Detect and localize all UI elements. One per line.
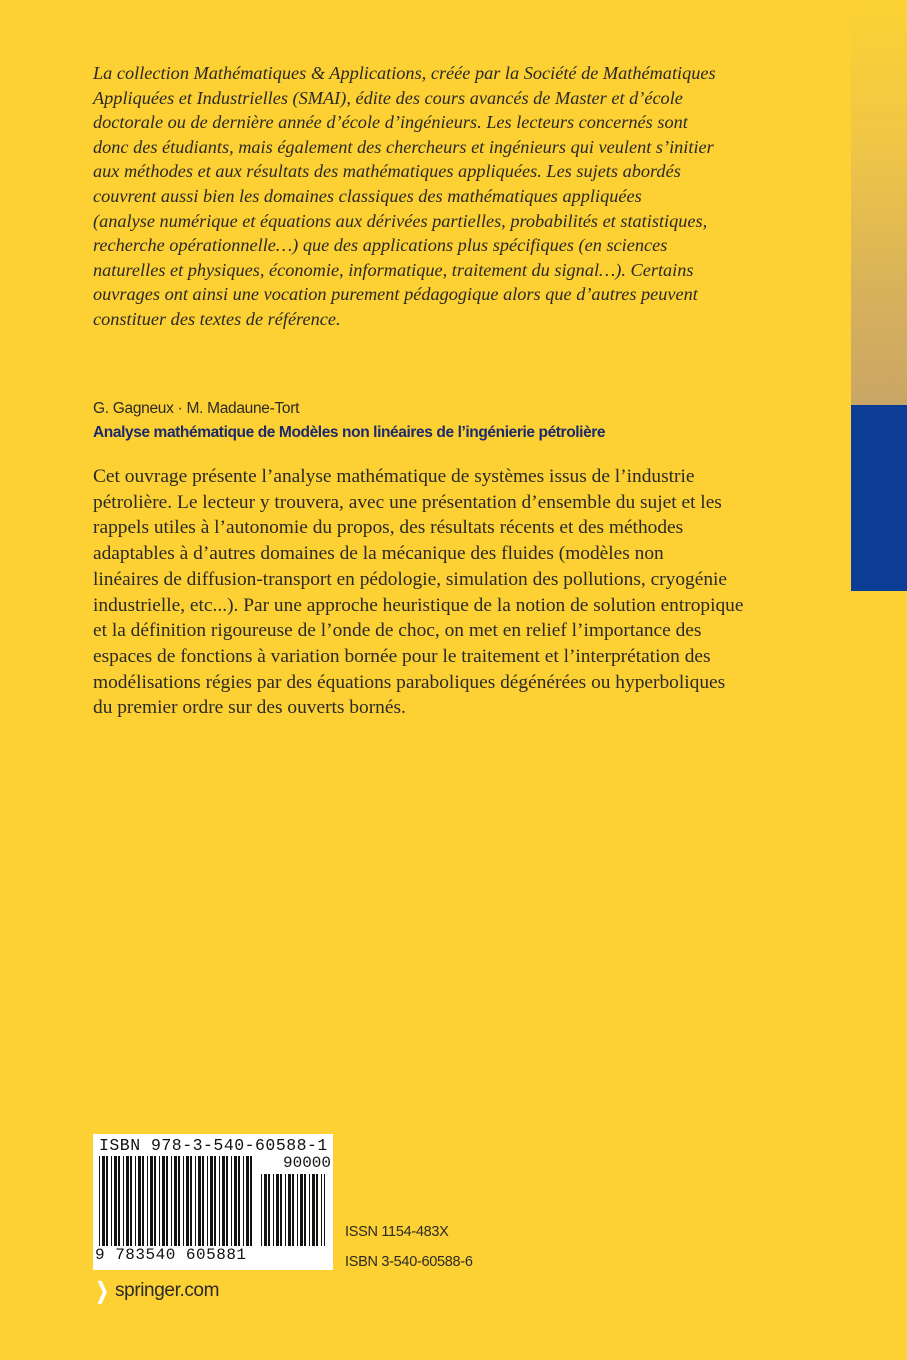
- book-title: Analyse mathématique de Modèles non linéaires de l’ingénierie pétrolière: [93, 424, 606, 441]
- publisher-link[interactable]: [93, 1278, 219, 1304]
- barcode-addon-bars: [261, 1174, 325, 1246]
- issn: ISSN 1154-483X: [345, 1224, 449, 1240]
- barcode: [93, 1134, 333, 1270]
- spine-tan-band: [851, 0, 907, 405]
- barcode-digits: 9 783540 605881: [95, 1246, 247, 1264]
- spine-blue-band: [851, 405, 907, 591]
- barcode-isbn-label: ISBN 978-3-540-60588-1: [99, 1136, 328, 1155]
- publisher-url: springer.com: [115, 1280, 220, 1301]
- barcode-price-code: 90000: [283, 1154, 332, 1172]
- series-description: La collection Mathématiques & Applications, créée par la Société de Mathématiques Appliquées et Industrielles (SMAI), édite des cours avancés de Master et d’école doctorale ou de dernière année d’école d’ingénieurs. Les lecteurs concernés sont donc des étudiants, mais également des chercheurs et ingénieurs qui veulent s’initier aux méthodes et aux résultats des mathématiques appliquées. Les sujets abordés couvrent aussi bien les domaines classiques des mathématiques appliquées (analyse numérique et équations aux dérivées partielles, probabilités et statistiques, recherche opérationnelle…) que des applications plus spécifiques (en sciences naturelles et physiques, économie, informatique, traitement du signal…). Certains ouvrages ont ainsi une vocation purement pédagogique alors que d’autres peuvent constituer des textes de référence.: [93, 63, 716, 329]
- book-description: Cet ouvrage présente l’analyse mathématique de systèmes issus de l’industrie pétrolière. Le lecteur y trouvera, avec une présentation d’ensemble du sujet et les rappels utiles à l’autonomie du propos, des résultats récents et des méthodes adaptables à d’autres domaines de la mécanique des fluides (modèles non linéaires de diffusion-transport en pédologie, simulation des pollutions, cryogénie industrielle, etc...). Par une approche heuristique de la notion de solution entropique et la définition rigoureuse de l’onde de choc, on met en relief l’importance des espaces de fonctions à variation bornée pour le traitement et l’interprétation des modélisations régies par des équations paraboliques dégénérées ou hyperboliques du premier ordre sur des ouverts bornés.: [93, 466, 744, 719]
- barcode-bars: [99, 1156, 255, 1246]
- chevron-right-icon: ❯: [95, 1278, 109, 1303]
- isbn: ISBN 3-540-60588-6: [345, 1254, 473, 1270]
- authors: G. Gagneux · M. Madaune-Tort: [93, 400, 300, 417]
